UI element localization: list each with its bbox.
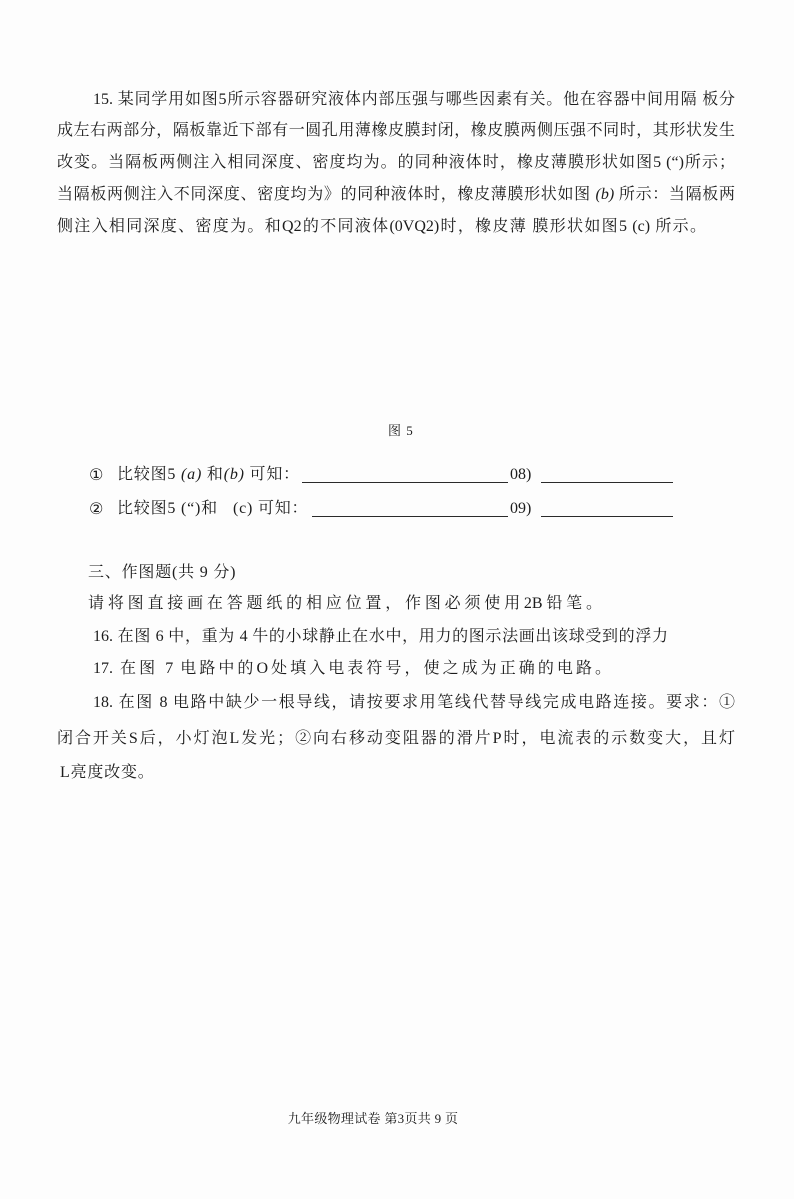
compare-text: (c) 可知： — [233, 500, 309, 517]
circled-number-marker: ② — [89, 499, 104, 518]
answer-blank — [541, 516, 673, 517]
compare-prompt — [117, 465, 302, 485]
circled-number-marker: ① — [89, 465, 104, 484]
question-15-line: 改变。当隔板两侧注入相同深度、密度均为。的同种液体时，橡皮薄膜形状如图5 (“)所示； — [57, 154, 735, 171]
question-15-line: 侧注入相同深度、密度为。和Q2的不同液体(0VQ2)时，橡皮薄 膜形状如图5 (c) 所示。 — [57, 218, 706, 235]
answer-blank — [541, 482, 673, 483]
question-17: 17. 在图 7 电路中的O处填入电表符号，使之成为正确的电路。 — [93, 660, 611, 677]
figure-part-label: (a) — [181, 466, 203, 483]
question-18-line: L亮度改变。 — [60, 764, 155, 781]
drawing-instruction: 请将图直接画在答题纸的相应位置，作图必须使用2B铅笔。 — [88, 595, 602, 612]
compare-text: 比较图5 — [117, 466, 182, 483]
figure-5-caption: 图 5 — [388, 423, 414, 438]
figure-part-label: (b) — [595, 186, 615, 203]
figure-part-label: (b) — [223, 466, 245, 483]
compare-text: 比较图5 (“)和 — [117, 500, 218, 517]
blank-number: 09) — [510, 500, 532, 517]
question-18-line: 18. 在图 8 电路中缺少一根导线，请按要求用笔线代替导线完成电路连接。要求：① — [93, 694, 735, 711]
question-16: 16. 在图 6 中，重为 4 牛的小球静止在水中，用力的图示法画出该球受到的浮力 — [93, 628, 668, 645]
compare-text: 和 — [202, 466, 224, 483]
question-15-line: 15. 某同学用如图5所示容器研究液体内部压强与哪些因素有关。他在容器中间用隔 板分 — [93, 91, 735, 108]
compare-text: 可知： — [244, 466, 300, 483]
page-footer: 九年级物理试卷 第3页共 9 页 — [287, 1111, 459, 1126]
question-15-text: 所示：当隔板两 — [614, 186, 735, 203]
question-15-line: 成左右两部分，隔板靠近下部有一圆孔用薄橡皮膜封闭，橡皮膜两侧压强不同时，其形状发生 — [57, 122, 735, 139]
answer-blank — [302, 482, 508, 483]
answer-blank — [312, 516, 508, 517]
question-15-line — [57, 185, 735, 205]
section-3-heading: 三、作图题(共 9 分) — [88, 564, 237, 581]
question-18-line: 闭合开关S后，小灯泡L发光；②向右移动变阻器的滑片P时，电流表的示数变大，且灯 — [57, 730, 735, 747]
blank-number: 08) — [510, 466, 532, 483]
question-15-text: 当隔板两侧注入不同深度、密度均为》的同种液体时，橡皮薄膜形状如图 — [57, 186, 596, 203]
